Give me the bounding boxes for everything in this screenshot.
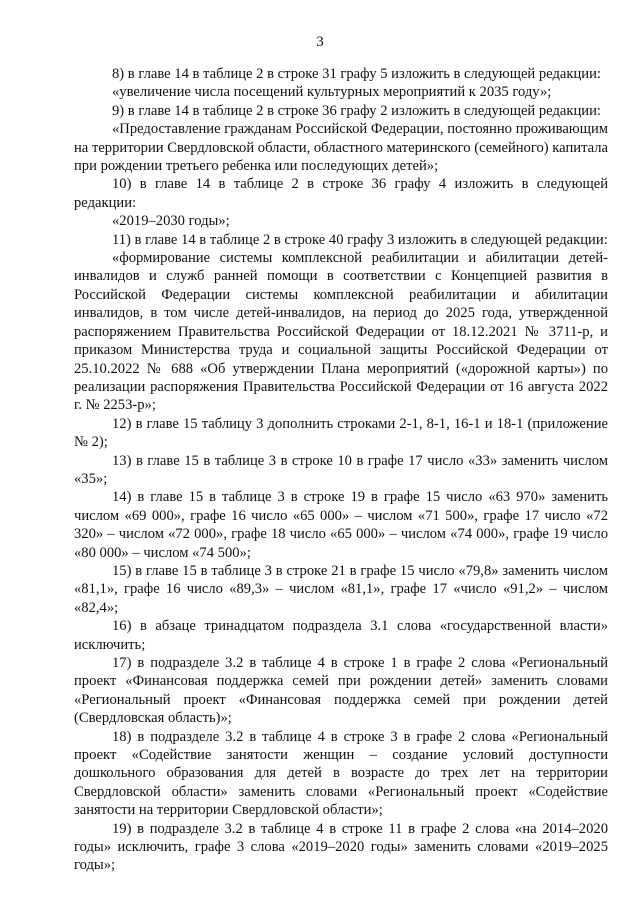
paragraph-item-11: 11) в главе 14 в таблице 2 в строке 40 графу 3 изложить в следующей редакции: [112, 231, 608, 248]
paragraph-item-12: 12) в главе 15 таблицу 3 дополнить строками 2-1, 8-1, 16-1 и 18-1 (приложение № 2); [74, 415, 608, 451]
paragraph-item-14: 14) в главе 15 в таблице 3 в строке 19 в графе 15 число «63 970» заменить числом «69 000», графе 16 число «65 000» – числом «71 500», графе 17 число «72 320» – числом «72 000», графе 18 число «65 000» – числом «74 000», графе 19 число «80 000» – числом «74 500»; [74, 489, 608, 561]
paragraph-item-10-quote: «2019–2030 годы»; [112, 213, 230, 230]
paragraph-item-17: 17) в подразделе 3.2 в таблице 4 в строке 1 в графе 2 слова «Региональный проект «Финансовая поддержка семей при рождении детей» заменить словами «Региональный проект «Финансовая поддержка семей при рождении детей (Свердловская область)»; [74, 655, 608, 727]
paragraph-item-8: 8) в главе 14 в таблице 2 в строке 31 графу 5 изложить в следующей редакции: [112, 66, 601, 82]
paragraph-item-9-quote: «Предоставление гражданам Российской Федерации, постоянно проживающим на территории Свердловской области, областного материнского (семейного) капитала при рождении третьего ребенка или последующих детей»; [74, 121, 608, 175]
document-body [74, 65, 608, 875]
paragraph-item-19: 19) в подразделе 3.2 в таблице 4 в строке 11 в графе 2 слова «на 2014–2020 годы» исключить, графе 3 слова «2019–2020 годы» заменить словами «2019–2025 годы»; [74, 820, 608, 874]
paragraph-item-15: 15) в главе 15 в таблице 3 в строке 21 в графе 15 число «79,8» заменить числом «81,1», графе 16 число «89,3» – числом «81,1», графе 17 «число «91,2» – числом «82,4»; [74, 562, 608, 616]
paragraph-item-10: 10) в главе 14 в таблице 2 в строке 36 графу 4 изложить в следующей редакции: [74, 176, 608, 211]
paragraph-item-18: 18) в подразделе 3.2 в таблице 4 в строке 3 в графе 2 слова «Региональный проект «Содействие занятости женщин – создание условий доступности дошкольного образования для детей в возрасте до трех лет на территории Свердловской области» заменить словами «Региональный проект «Содействие занятости на территории Свердловской области»; [74, 728, 608, 819]
paragraph-item-9: 9) в главе 14 в таблице 2 в строке 36 графу 2 изложить в следующей редакции: [112, 102, 601, 119]
page-number: 3 [316, 34, 324, 50]
paragraph-item-13: 13) в главе 15 в таблице 3 в строке 10 в графе 17 число «33» заменить числом «35»; [74, 452, 608, 487]
paragraph-item-16: 16) в абзаце тринадцатом подраздела 3.1 слова «государственной власти» исключить; [74, 618, 608, 653]
paragraph-item-11-quote: «формирование системы комплексной реабилитации и абилитации детей-инвалидов и служб ранней помощи в соответствии с Концепцией развития в Российской Федерации системы комплексной реабилитации и абилитации инвалидов, в том числе детей-инвалидов, на период до 2025 года, утвержденной распоряжением Правительства Российской Федерации от 18.12.2021 № 3711-р, и приказом Министерства труда и социальной защиты Российской Федерации от 25.10.2022 № 688 «Об утверждении Плана мероприятий («дорожной карты») по реализации распоряжения Правительства Российской Федерации от 16 августа 2022 г. № 2253-р»; [74, 250, 608, 414]
paragraph-item-8-quote: «увеличение числа посещений культурных мероприятий к 2035 году»; [112, 84, 552, 101]
